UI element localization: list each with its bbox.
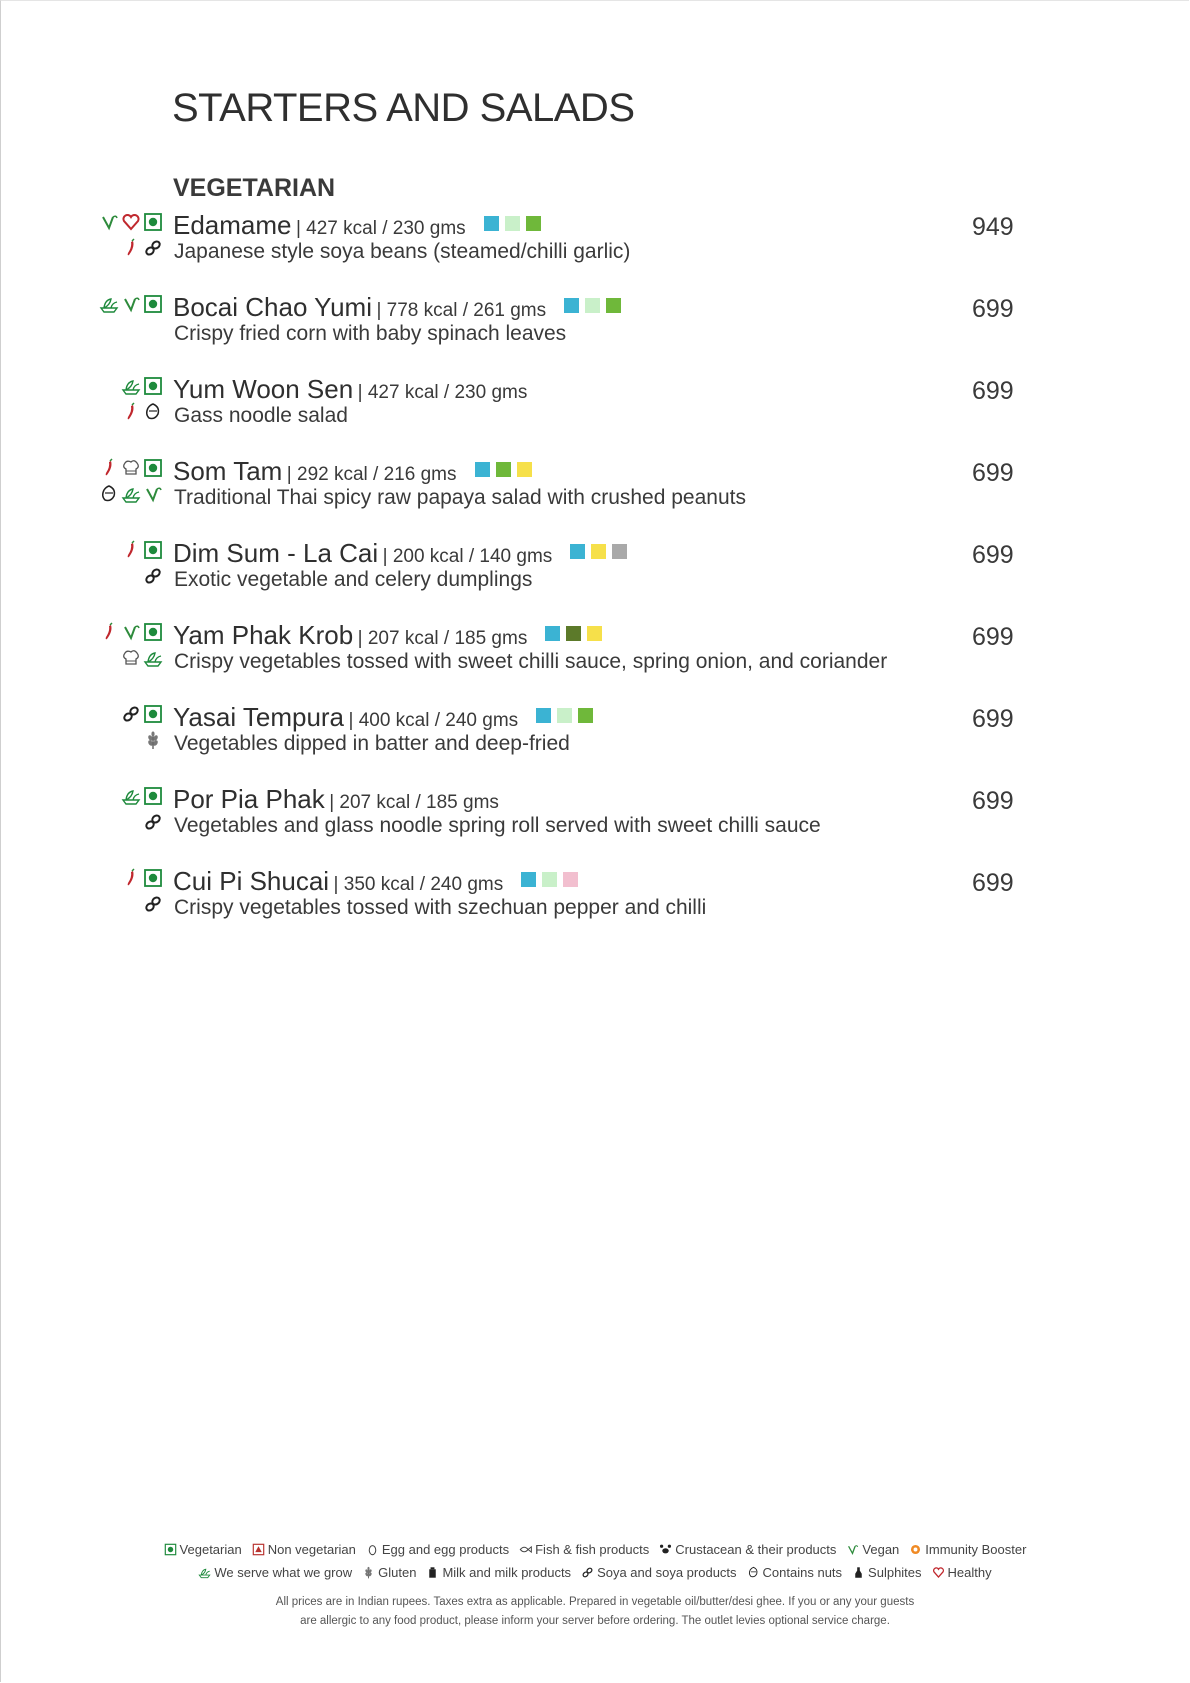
- legend-row-1: [0, 1542, 1190, 1559]
- item-heading: [173, 866, 578, 897]
- immunity-icon: [909, 1543, 925, 1556]
- item-name: Yum Woon Sen: [173, 374, 354, 404]
- nuts-icon: [747, 1566, 763, 1579]
- legend-item-vegetarian: [164, 1542, 242, 1557]
- color-markers: [539, 626, 602, 649]
- item-heading: [173, 620, 602, 651]
- color-marker-square: [536, 708, 551, 723]
- item-nutrition: | 778 kcal / 261 gms: [376, 300, 547, 321]
- color-marker-square: [570, 544, 585, 559]
- item-heading: [173, 292, 621, 323]
- fish-icon: [519, 1543, 535, 1556]
- menu-item-yam-phak-krob: [0, 620, 1190, 700]
- legend-label: We serve what we grow: [214, 1565, 353, 1580]
- grow-icon: [121, 786, 141, 806]
- item-description: Gass noodle salad: [174, 404, 348, 427]
- grow-icon: [121, 376, 141, 396]
- color-marker-square: [545, 626, 560, 641]
- vegetarian-icon: [143, 868, 163, 888]
- item-nutrition: | 400 kcal / 240 gms: [348, 710, 519, 731]
- legend-item-healthy: [932, 1565, 992, 1580]
- soya-icon: [143, 812, 163, 832]
- color-marker-square: [612, 544, 627, 559]
- item-price: 699: [972, 869, 1014, 897]
- vegetarian-icon: [143, 294, 163, 314]
- egg-icon: [366, 1543, 382, 1556]
- color-marker-square: [585, 298, 600, 313]
- legend-item-vegan: [846, 1542, 899, 1557]
- crustacean-icon: [659, 1543, 675, 1556]
- color-marker-square: [496, 462, 511, 477]
- legend-item-milk-and-milk-products: [426, 1565, 571, 1580]
- item-nutrition: | 207 kcal / 185 gms: [357, 628, 528, 649]
- item-description: Vegetables and glass noodle spring roll served with sweet chilli sauce: [174, 814, 821, 837]
- legend-item-non-vegetarian: [252, 1542, 356, 1557]
- item-heading: [173, 374, 527, 405]
- dietary-icons: [87, 458, 163, 508]
- footnote-line-2: are allergic to any food product, please inform your server before ordering. The outlet levies optional service charge.: [300, 1615, 890, 1627]
- dietary-icons: [87, 704, 163, 754]
- soya-icon: [143, 894, 163, 914]
- color-markers: [530, 708, 593, 731]
- item-heading: [173, 784, 499, 815]
- item-name: Dim Sum - La Cai: [173, 538, 379, 568]
- item-description: Vegetables dipped in batter and deep-fried: [174, 732, 570, 755]
- item-nutrition: | 427 kcal / 230 gms: [357, 382, 528, 403]
- chilli-icon: [121, 402, 141, 422]
- color-marker-square: [563, 872, 578, 887]
- item-name: Por Pia Phak: [173, 784, 325, 814]
- healthy-icon: [121, 212, 141, 232]
- item-name: Edamame: [173, 210, 292, 240]
- legend-item-egg-and-egg-products: [366, 1542, 509, 1557]
- legend-item-fish-fish-products: [519, 1542, 649, 1557]
- legend-label: Sulphites: [868, 1565, 922, 1580]
- gluten-icon: [362, 1566, 378, 1579]
- legend-item-crustacean-their-products: [659, 1542, 836, 1557]
- color-marker-square: [578, 708, 593, 723]
- vegan-icon: [121, 622, 141, 642]
- vegetarian-icon: [143, 212, 163, 232]
- soya-icon: [581, 1566, 597, 1579]
- legend-label: Egg and egg products: [381, 1542, 510, 1557]
- footnote-line-1: All prices are in Indian rupees. Taxes extra as applicable. Prepared in vegetable oil/butter/desi ghee. If you or any your guests: [275, 1596, 915, 1608]
- item-price: 699: [972, 705, 1014, 733]
- soya-icon: [121, 704, 141, 724]
- vegetarian-icon: [143, 622, 163, 642]
- dietary-icons: [87, 622, 163, 672]
- nuts-icon: [143, 402, 163, 422]
- legend-row-2: [0, 1565, 1190, 1582]
- vegan-icon: [121, 294, 141, 314]
- legend-label: Vegan: [862, 1542, 900, 1557]
- item-description: Traditional Thai spicy raw papaya salad with crushed peanuts: [174, 486, 746, 509]
- item-description: Exotic vegetable and celery dumplings: [174, 568, 533, 591]
- item-heading: [173, 210, 541, 241]
- chilli-icon: [99, 458, 119, 478]
- item-nutrition: | 292 kcal / 216 gms: [286, 464, 457, 485]
- item-price: 699: [972, 459, 1014, 487]
- color-marker-square: [557, 708, 572, 723]
- color-markers: [469, 462, 532, 485]
- legend-item-soya-and-soya-products: [581, 1565, 736, 1580]
- grow-icon: [121, 484, 141, 504]
- legend-item-we-serve-what-we-grow: [198, 1565, 352, 1580]
- dietary-icons: [87, 212, 163, 262]
- vegetarian-icon: [164, 1543, 180, 1556]
- item-price: 699: [972, 295, 1014, 323]
- legend-item-sulphites: [852, 1565, 921, 1580]
- legend-label: Fish & fish products: [535, 1542, 650, 1557]
- chilli-icon: [121, 540, 141, 560]
- legend-label: Gluten: [378, 1565, 417, 1580]
- item-price: 699: [972, 541, 1014, 569]
- item-nutrition: | 207 kcal / 185 gms: [329, 792, 499, 813]
- vegetarian-icon: [143, 458, 163, 478]
- item-description: Crispy vegetables tossed with szechuan pepper and chilli: [174, 896, 707, 919]
- item-description: Japanese style soya beans (steamed/chilli garlic): [174, 240, 631, 263]
- vegan-icon: [99, 212, 119, 232]
- item-description: Crispy fried corn with baby spinach leaves: [174, 322, 567, 345]
- legend-label: Vegetarian: [179, 1542, 242, 1557]
- color-marker-square: [505, 216, 520, 231]
- color-marker-square: [587, 626, 602, 641]
- legend-label: Immunity Booster: [925, 1542, 1027, 1557]
- color-markers: [558, 298, 621, 321]
- grow-icon: [99, 294, 119, 314]
- grow-icon: [198, 1566, 214, 1579]
- color-marker-square: [542, 872, 557, 887]
- legend-item-immunity-booster: [909, 1542, 1026, 1557]
- chilli-icon: [121, 238, 141, 258]
- menu-item-som-tam: [0, 456, 1190, 536]
- color-markers: [564, 544, 627, 567]
- sulphites-icon: [852, 1566, 868, 1579]
- healthy-icon: [932, 1566, 948, 1579]
- non-vegetarian-icon: [252, 1543, 268, 1556]
- menu-item-por-pia-phak: [0, 784, 1190, 864]
- dietary-icons: [87, 786, 163, 836]
- vegetarian-icon: [143, 540, 163, 560]
- item-heading: [173, 538, 627, 569]
- item-price: 699: [972, 377, 1014, 405]
- item-name: Som Tam: [173, 456, 283, 486]
- section-heading: VEGETARIAN: [173, 174, 336, 202]
- legend-label: Milk and milk products: [442, 1565, 572, 1580]
- legend-item-gluten: [362, 1565, 416, 1580]
- menu-item-edamame: [0, 210, 1190, 290]
- vegan-icon: [143, 484, 163, 504]
- nuts-icon: [99, 484, 119, 504]
- item-price: 699: [972, 787, 1014, 815]
- color-marker-square: [517, 462, 532, 477]
- grow-icon: [143, 648, 163, 668]
- color-marker-square: [606, 298, 621, 313]
- item-heading: [173, 456, 532, 487]
- menu-item-yum-woon-sen: [0, 374, 1190, 454]
- color-marker-square: [526, 216, 541, 231]
- soya-icon: [143, 566, 163, 586]
- item-name: Yasai Tempura: [173, 702, 345, 732]
- item-description: Crispy vegetables tossed with sweet chilli sauce, spring onion, and coriander: [174, 650, 888, 673]
- soya-icon: [143, 238, 163, 258]
- item-name: Bocai Chao Yumi: [173, 292, 372, 322]
- chef-hat-icon: [121, 458, 141, 478]
- menu-item-dim-sum-la-cai: [0, 538, 1190, 618]
- chef-hat-icon: [121, 648, 141, 668]
- color-marker-square: [521, 872, 536, 887]
- color-markers: [515, 872, 578, 895]
- vegan-icon: [846, 1543, 862, 1556]
- color-marker-square: [564, 298, 579, 313]
- item-name: Cui Pi Shucai: [173, 866, 330, 896]
- legend-label: Soya and soya products: [597, 1565, 737, 1580]
- color-marker-square: [475, 462, 490, 477]
- vegetarian-icon: [143, 376, 163, 396]
- item-name: Yam Phak Krob: [173, 620, 354, 650]
- color-marker-square: [484, 216, 499, 231]
- item-nutrition: | 200 kcal / 140 gms: [382, 546, 553, 567]
- color-marker-square: [591, 544, 606, 559]
- chilli-icon: [121, 868, 141, 888]
- dietary-icons: [87, 868, 163, 918]
- vegetarian-icon: [143, 786, 163, 806]
- legend-label: Crustacean & their products: [675, 1542, 837, 1557]
- dietary-icons: [87, 294, 163, 344]
- legend-label: Contains nuts: [762, 1565, 843, 1580]
- gluten-icon: [143, 730, 163, 750]
- chilli-icon: [99, 622, 119, 642]
- item-price: 949: [972, 213, 1014, 241]
- color-marker-square: [566, 626, 581, 641]
- dietary-icons: [87, 376, 163, 426]
- item-nutrition: | 427 kcal / 230 gms: [295, 218, 466, 239]
- menu-item-cui-pi-shucai: [0, 866, 1190, 946]
- item-nutrition: | 350 kcal / 240 gms: [333, 874, 504, 895]
- page-title: STARTERS AND SALADS: [172, 86, 635, 130]
- legend-item-contains-nuts: [747, 1565, 843, 1580]
- milk-icon: [426, 1566, 442, 1579]
- legend-label: Non vegetarian: [267, 1542, 356, 1557]
- item-price: 699: [972, 623, 1014, 651]
- item-heading: [173, 702, 593, 733]
- legend-label: Healthy: [947, 1565, 992, 1580]
- color-markers: [478, 216, 541, 239]
- vegetarian-icon: [143, 704, 163, 724]
- menu-item-bocai-chao-yumi: [0, 292, 1190, 372]
- dietary-icons: [87, 540, 163, 590]
- menu-item-yasai-tempura: [0, 702, 1190, 782]
